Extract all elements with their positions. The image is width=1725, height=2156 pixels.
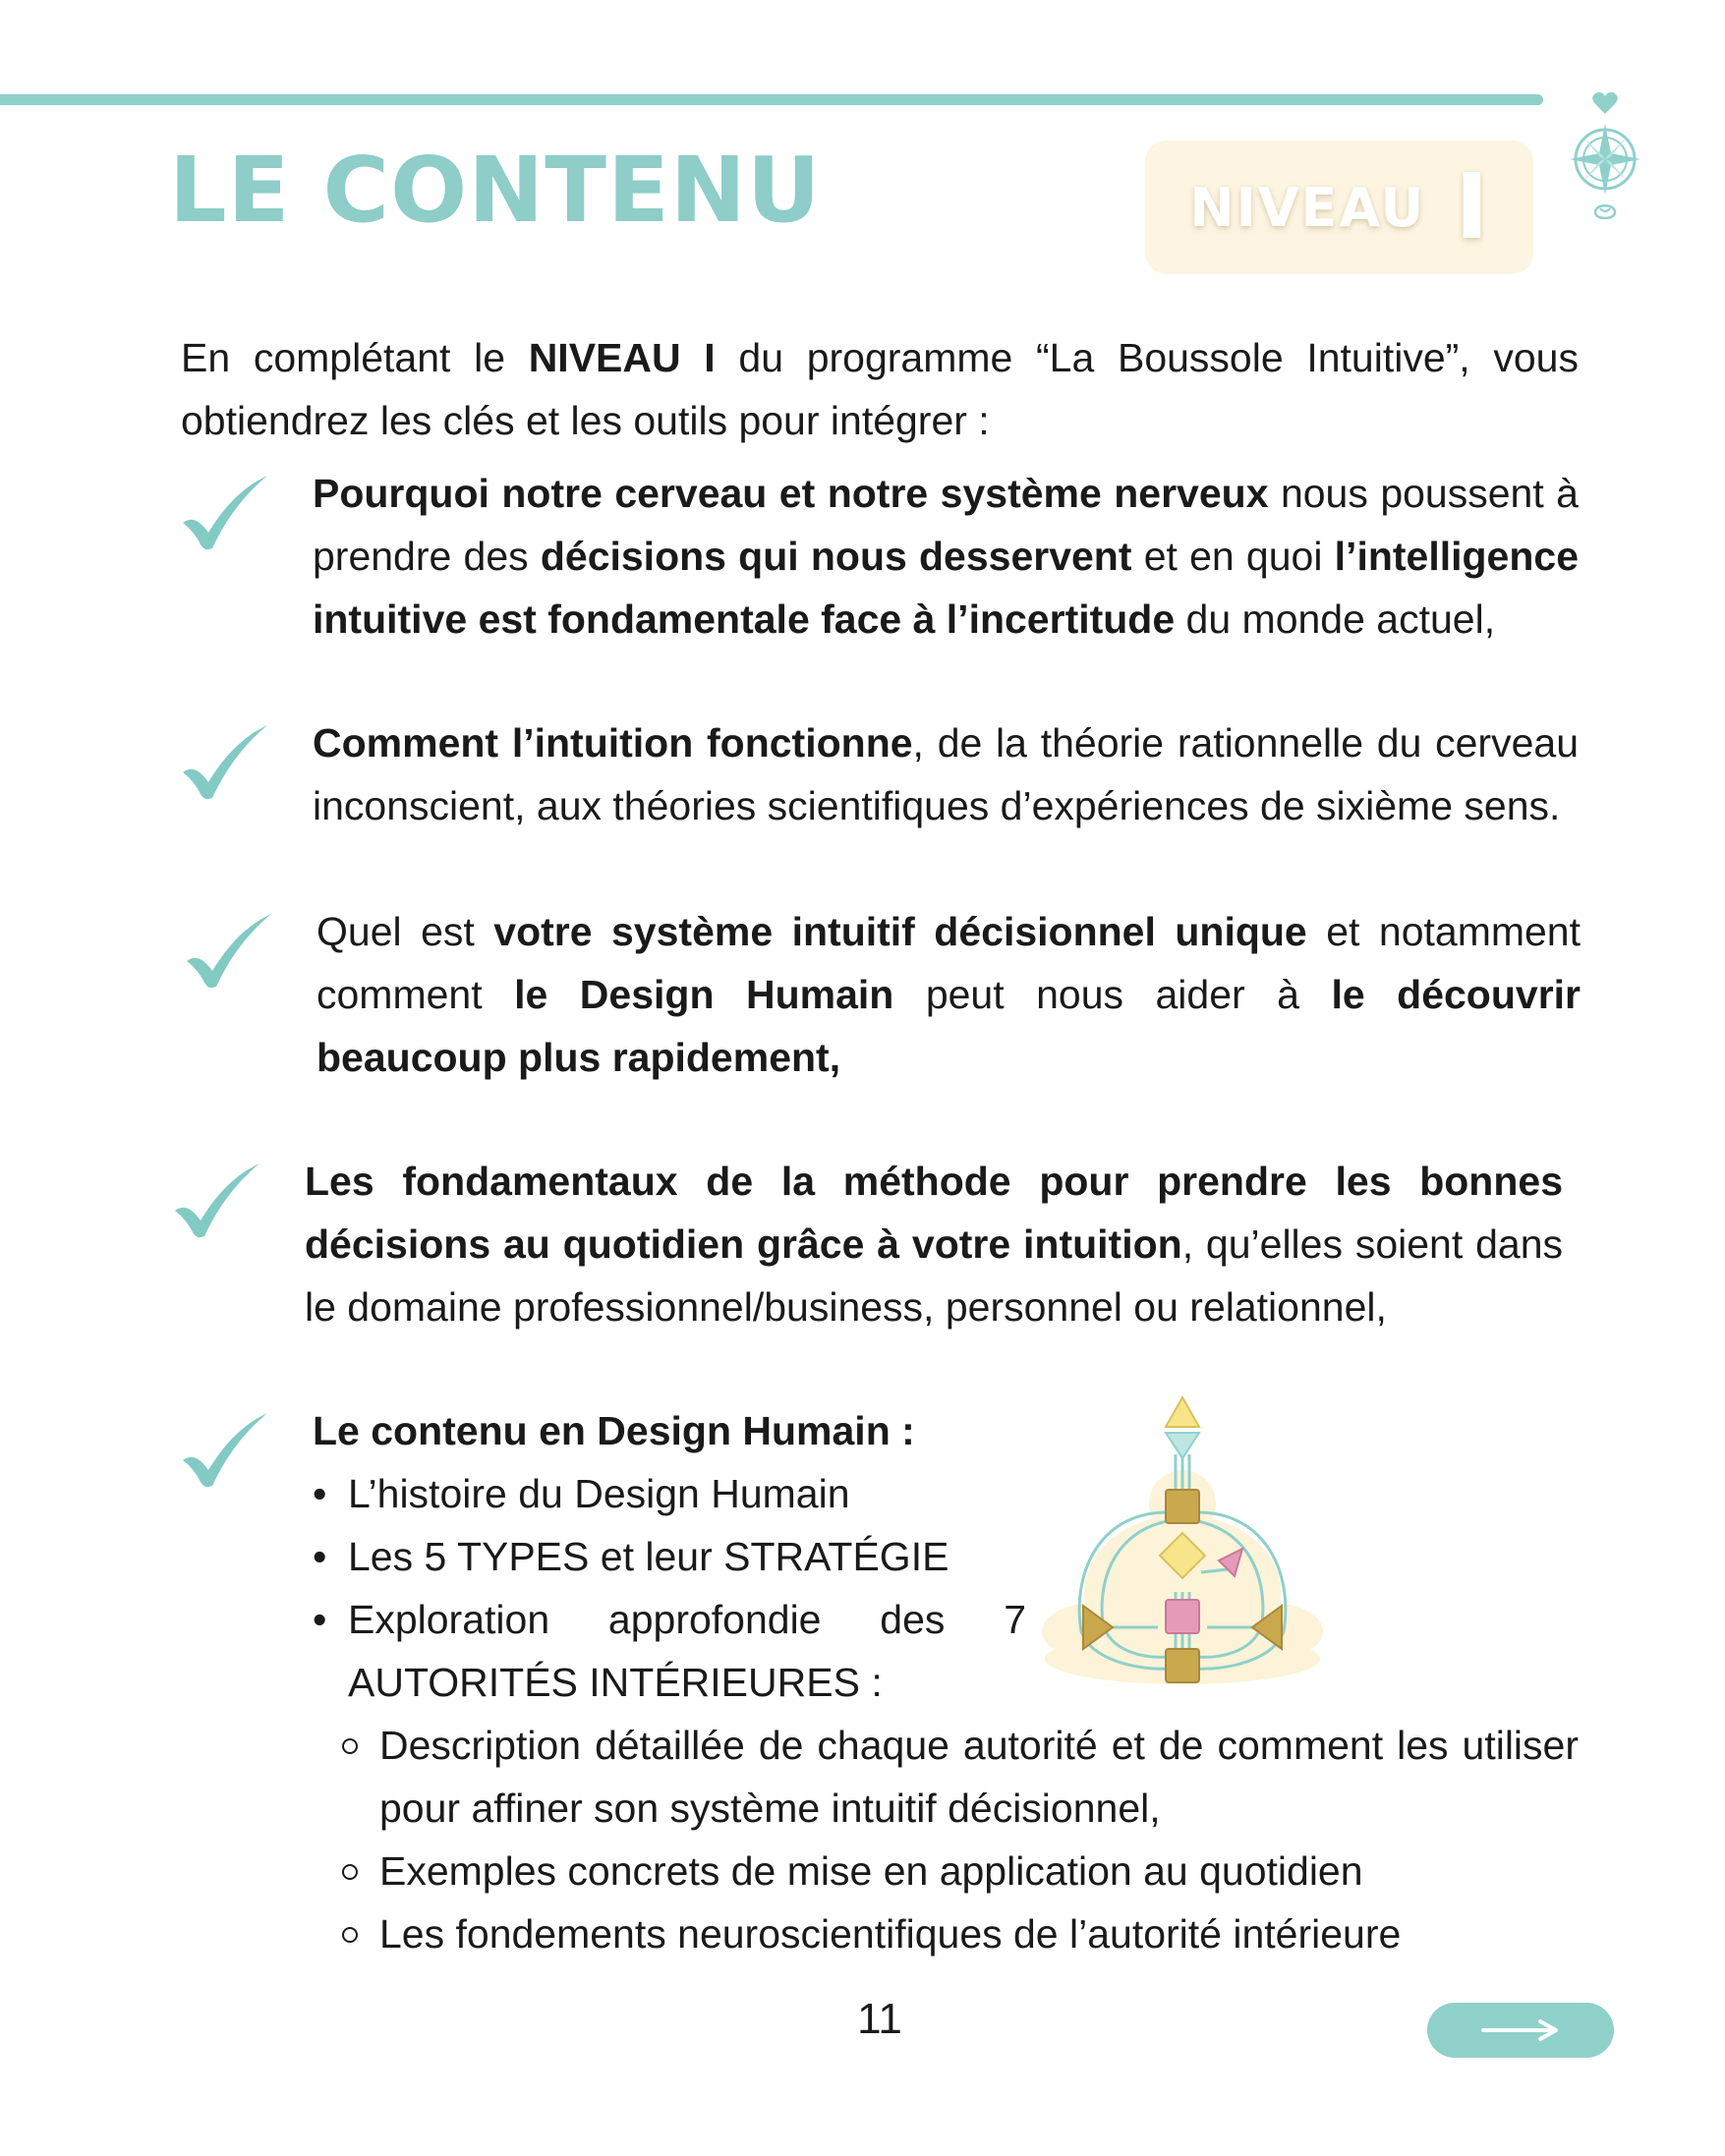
item-3-text-1: Quel est [316, 909, 494, 954]
sub-bullet-item [379, 1902, 1579, 1965]
design-humain-heading [313, 1399, 1579, 1462]
checkmark-icon [179, 1409, 269, 1490]
autorites-sub-bullets [379, 1714, 1579, 1965]
page-number: 11 [857, 1995, 902, 2043]
sub-bullet-text: Exemples concrets de mise en application au quotidien [379, 1848, 1363, 1894]
level-badge [1145, 141, 1533, 274]
item-4-text-1: , qu’elles soient dans le domaine professionnel/business, personnel ou relationnel, [305, 1221, 1563, 1330]
sub-bullet-item [379, 1714, 1579, 1840]
page-title: LE CONTENU [169, 138, 822, 243]
design-humain-heading-text: Le contenu en Design Humain : [313, 1408, 915, 1453]
item-5-body [313, 1399, 1579, 1965]
item-4-text [305, 1150, 1563, 1338]
item-2-text-1: , de la théorie rationnelle du cerveau inconscient, aux théories scientifiques d’expériences de sixième sens. [313, 720, 1579, 828]
intro-text-2: du programme “La Boussole Intuitive”, vous obtiendrez les clés et les outils pour intégrer : [181, 335, 1579, 443]
intro-bold: NIVEAU I [528, 335, 716, 380]
intro-text: En complétant le [181, 335, 529, 380]
design-humain-bullets [313, 1462, 1026, 1714]
level-number: I [1455, 154, 1489, 259]
item-1-text [313, 462, 1579, 651]
bullet-item [313, 1525, 997, 1588]
compass-icon [1561, 90, 1649, 230]
item-3-bold-2: le Design Humain [514, 972, 894, 1017]
checkmark-icon [179, 721, 269, 802]
arrow-right-icon [1481, 2018, 1560, 2042]
item-4-bold-1: Les fondamentaux de la méthode pour prendre les bonnes décisions au quotidien grâce à votre intuition [305, 1159, 1563, 1267]
bullet-item [313, 1462, 997, 1525]
item-1-bold-2: décisions qui nous desservent [540, 534, 1132, 579]
item-2-bold-1: Comment l’intuition fonctionne [313, 720, 913, 766]
item-3-text [316, 900, 1581, 1089]
item-3-bold-3: le découvrir beaucoup plus rapidement, [316, 972, 1581, 1080]
sub-bullet-text: Les fondements neuroscientifiques de l’autorité intérieure [379, 1911, 1402, 1957]
bullet-item [313, 1588, 1026, 1714]
bullet-text: L’histoire du Design Humain [348, 1471, 850, 1516]
bullet-dot: • [313, 1471, 327, 1516]
item-1-text-3: du monde actuel, [1175, 596, 1496, 642]
item-3-text-2: et notamment comment [316, 909, 1581, 1017]
checkmark-icon [179, 472, 269, 552]
item-2-text [313, 711, 1579, 837]
item-3-text-3: peut nous aider à [893, 972, 1332, 1017]
level-label: NIVEAU [1189, 176, 1426, 239]
bullet-ring [342, 1738, 358, 1754]
bullet-text: Exploration approfondie des 7 AUTORITÉS INTÉRIEURES : [348, 1597, 1026, 1705]
item-1-bold-3: l’intelligence intuitive est fondamentale face à l’incertitude [313, 534, 1579, 642]
bodygraph-illustration [1032, 1395, 1333, 1692]
item-1-bold-1: Pourquoi notre cerveau et notre système nerveux [313, 471, 1269, 516]
top-rule [0, 94, 1543, 105]
bullet-dot: • [313, 1597, 327, 1642]
next-page-button[interactable] [1427, 2003, 1614, 2058]
bullet-ring [342, 1864, 358, 1880]
bullet-dot: • [313, 1534, 327, 1579]
checkmark-icon [183, 910, 273, 991]
sub-bullet-item [379, 1840, 1579, 1902]
checkmark-icon [171, 1160, 261, 1240]
intro-paragraph [181, 326, 1579, 452]
item-1-text-1: nous poussent à prendre des [313, 471, 1579, 579]
item-1-text-2: et en quoi [1131, 534, 1335, 579]
bullet-ring [342, 1927, 358, 1943]
sub-bullet-text: Description détaillée de chaque autorité et de comment les utiliser pour affiner son système intuitif décisionnel, [379, 1723, 1579, 1831]
bullet-text: Les 5 TYPES et leur STRATÉGIE [348, 1534, 949, 1579]
item-3-bold-1: votre système intuitif décisionnel unique [493, 909, 1307, 954]
